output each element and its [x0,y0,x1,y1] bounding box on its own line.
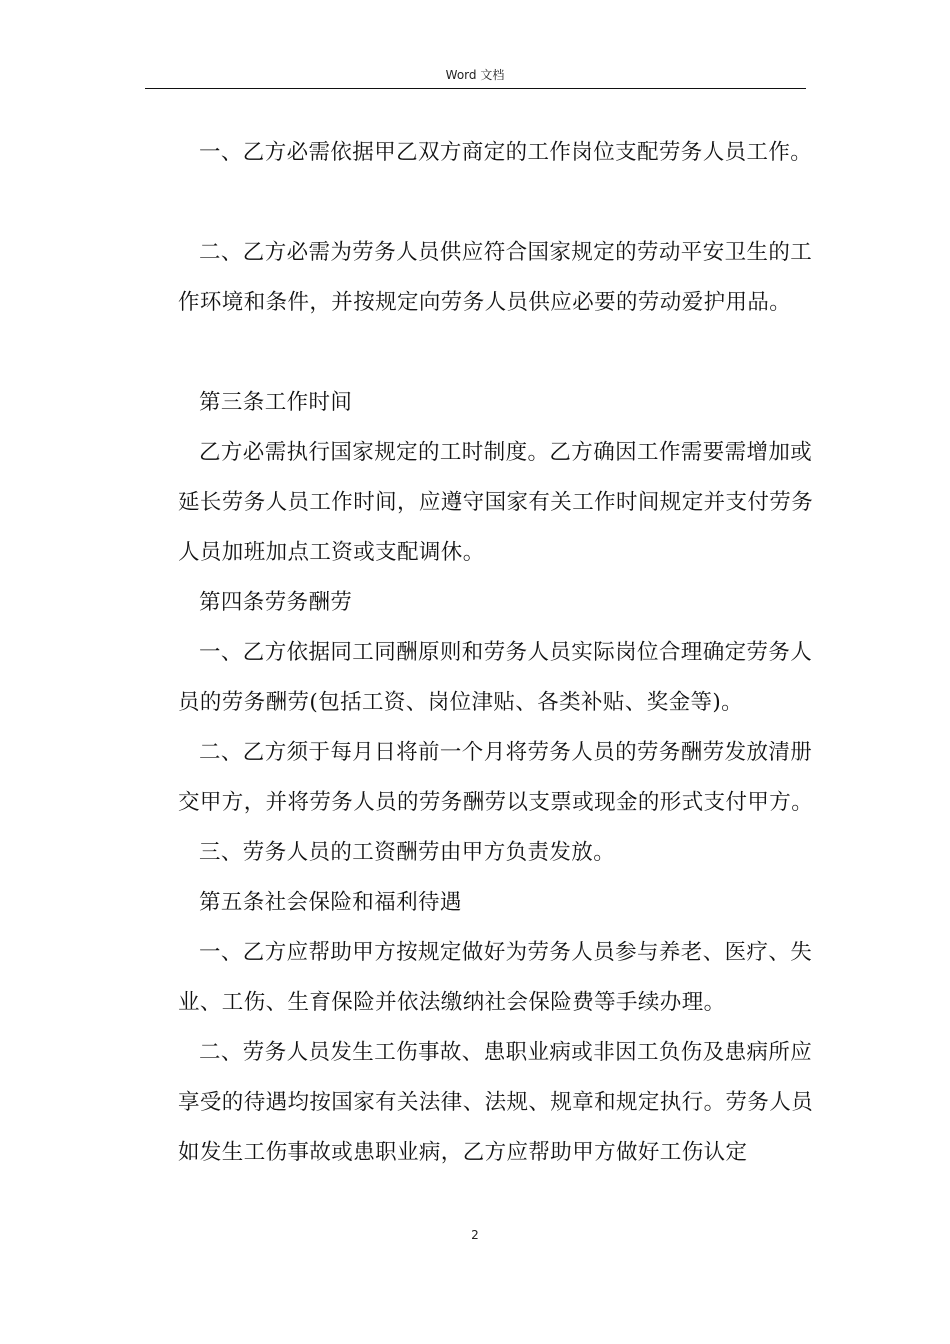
section-heading: 第五条社会保险和福利待遇 [199,890,462,915]
paragraph: 二、乙方必需为劳务人员供应符合国家规定的劳动平安卫生的工作环境和条件，并按规定向劳务人员供应必要的劳动爱护用品。 [178,240,813,315]
paragraph: 一、乙方应帮助甲方按规定做好为劳务人员参与养老、医疗、失业、工伤、生育保险并依法缴纳社会保险费等手续办理。 [178,940,813,1015]
page-number: 2 [471,1228,479,1242]
paragraph: 二、劳务人员发生工伤事故、患职业病或非因工负伤及患病所应享受的待遇均按国家有关法律、法规、规章和规定执行。劳务人员如发生工伤事故或患职业病，乙方应帮助甲方做好工伤认定 [178,1040,814,1165]
paragraph: 一、乙方必需依据甲乙双方商定的工作岗位支配劳务人员工作。 [199,140,813,165]
paragraph: 一、乙方依据同工同酬原则和劳务人员实际岗位合理确定劳务人员的劳务酬劳(包括工资、岗位津贴、各类补贴、奖金等)。 [178,640,813,715]
page-header: Word 文档 [445,68,505,82]
section-heading: 第四条劳务酬劳 [199,590,353,615]
paragraph: 乙方必需执行国家规定的工时制度。乙方确因工作需要需增加或延长劳务人员工作时间，应遵守国家有关工作时间规定并支付劳务人员加班加点工资或支配调休。 [178,440,814,565]
document-body [178,128,818,1178]
paragraph-spacer [178,178,818,228]
paragraph-spacer [178,328,818,378]
paragraph: 三、劳务人员的工资酬劳由甲方负责发放。 [199,840,616,865]
section-heading: 第三条工作时间 [199,390,353,415]
paragraph: 二、乙方须于每月日将前一个月将劳务人员的劳务酬劳发放清册交甲方，并将劳务人员的劳务酬劳以支票或现金的形式支付甲方。 [178,740,814,815]
header-divider [145,88,806,89]
